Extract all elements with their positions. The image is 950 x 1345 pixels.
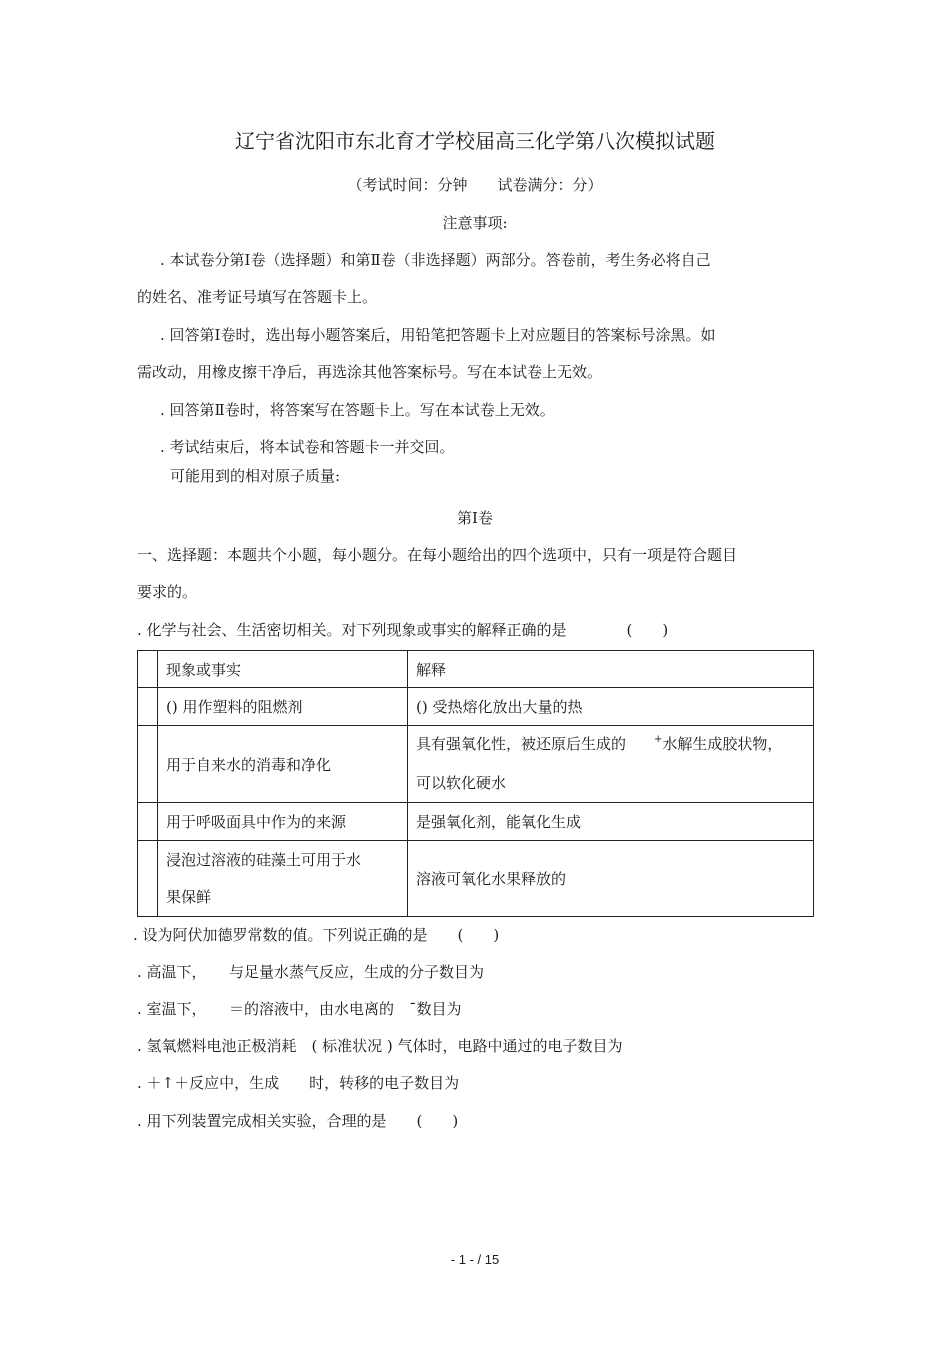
table-index-cell xyxy=(138,651,158,688)
notice-2-line-1: . 回答第Ⅰ卷时，选出每小题答案后，用铅笔把答题卡上对应题目的答案标号涂黑。如 xyxy=(160,326,716,344)
notice-1-line-2: 的姓名、准考证号填写在答题卡上。 xyxy=(137,288,378,306)
table-cell-fact: 用于呼吸面具中作为的来源 xyxy=(158,803,408,841)
table-header-explain: 解释 xyxy=(408,651,814,688)
table-cell-explain xyxy=(408,726,814,803)
fact-line: 果保鲜 xyxy=(166,887,212,906)
table-cell-fact: 用于自来水的消毒和净化 xyxy=(158,726,408,803)
table-row xyxy=(138,726,814,803)
notice-3: . 回答第Ⅱ卷时，将答案写在答题卡上。写在本试卷上无效。 xyxy=(160,401,555,419)
atomic-mass-line: 可能用到的相对原子质量: xyxy=(170,467,341,485)
table-cell-fact: () 用作塑料的阻燃剂 xyxy=(158,688,408,726)
table-row xyxy=(138,803,814,841)
question-1-table xyxy=(137,650,814,917)
fact-line: 浸泡过溶液的硅藻土可用于水 xyxy=(166,850,362,869)
section-title: 第Ⅰ卷 xyxy=(457,509,493,527)
exam-info: （考试时间：分钟 试卷满分：分） xyxy=(347,176,603,194)
table-index-cell xyxy=(138,841,158,917)
question-2-option: . 室温下， ＝的溶液中，由水电离的 ¯数目为 xyxy=(137,1000,462,1018)
page-number: - 1 - / 15 xyxy=(450,1252,500,1267)
explain-text: 水解生成胶状物， xyxy=(662,735,783,753)
question-2-option: . 氢氧燃料电池正极消耗 ( 标准状况 ) 气体时，电路中通过的电子数目为 xyxy=(137,1037,623,1055)
superscript-charge: + xyxy=(654,734,663,745)
explain-text: 具有强氧化性，被还原后生成的 xyxy=(416,735,627,753)
page-title: 辽宁省沈阳市东北育才学校届高三化学第八次模拟试题 xyxy=(235,129,715,153)
table-index-cell xyxy=(138,803,158,841)
table-header-fact: 现象或事实 xyxy=(158,651,408,688)
explain-line xyxy=(416,726,813,765)
table-row xyxy=(138,841,814,917)
notice-1-line-1: . 本试卷分第Ⅰ卷（选择题）和第Ⅱ卷（非选择题）两部分。答卷前，考生务必将自己 xyxy=(160,251,711,269)
question-1-stem: . 化学与社会、生活密切相关。对下列现象或事实的解释正确的是 ( ) xyxy=(137,621,669,639)
notice-heading: 注意事项: xyxy=(442,214,508,232)
section-intro-line-2: 要求的。 xyxy=(137,583,198,601)
question-3-stem: . 用下列装置完成相关实验，合理的是 ( ) xyxy=(137,1112,459,1130)
table-index-cell xyxy=(138,726,158,803)
table-cell-explain: 溶液可氧化水果释放的 xyxy=(408,841,814,917)
table-index-cell xyxy=(138,688,158,726)
question-2-stem: . 设为阿伏加德罗常数的值。下列说正确的是 ( ) xyxy=(133,926,500,944)
notice-2-line-2: 需改动，用橡皮擦干净后，再选涂其他答案标号。写在本试卷上无效。 xyxy=(137,363,603,381)
table-cell-fact xyxy=(158,841,408,917)
section-intro-line-1: 一、选择题：本题共个小题，每小题分。在每小题给出的四个选项中，只有一项是符合题目 xyxy=(137,546,738,564)
table-cell-explain: 是强氧化剂，能氧化生成 xyxy=(408,803,814,841)
question-2-option: . ＋↑＋反应中，生成 时，转移的电子数目为 xyxy=(137,1074,460,1092)
notice-4: . 考试结束后，将本试卷和答题卡一并交回。 xyxy=(160,438,455,456)
explain-line: 可以软化硬水 xyxy=(416,774,507,792)
question-2-option: . 高温下， 与足量水蒸气反应，生成的分子数目为 xyxy=(137,963,485,981)
table-row xyxy=(138,688,814,726)
table-header-row xyxy=(138,651,814,688)
table-cell-explain: () 受热熔化放出大量的热 xyxy=(408,688,814,726)
